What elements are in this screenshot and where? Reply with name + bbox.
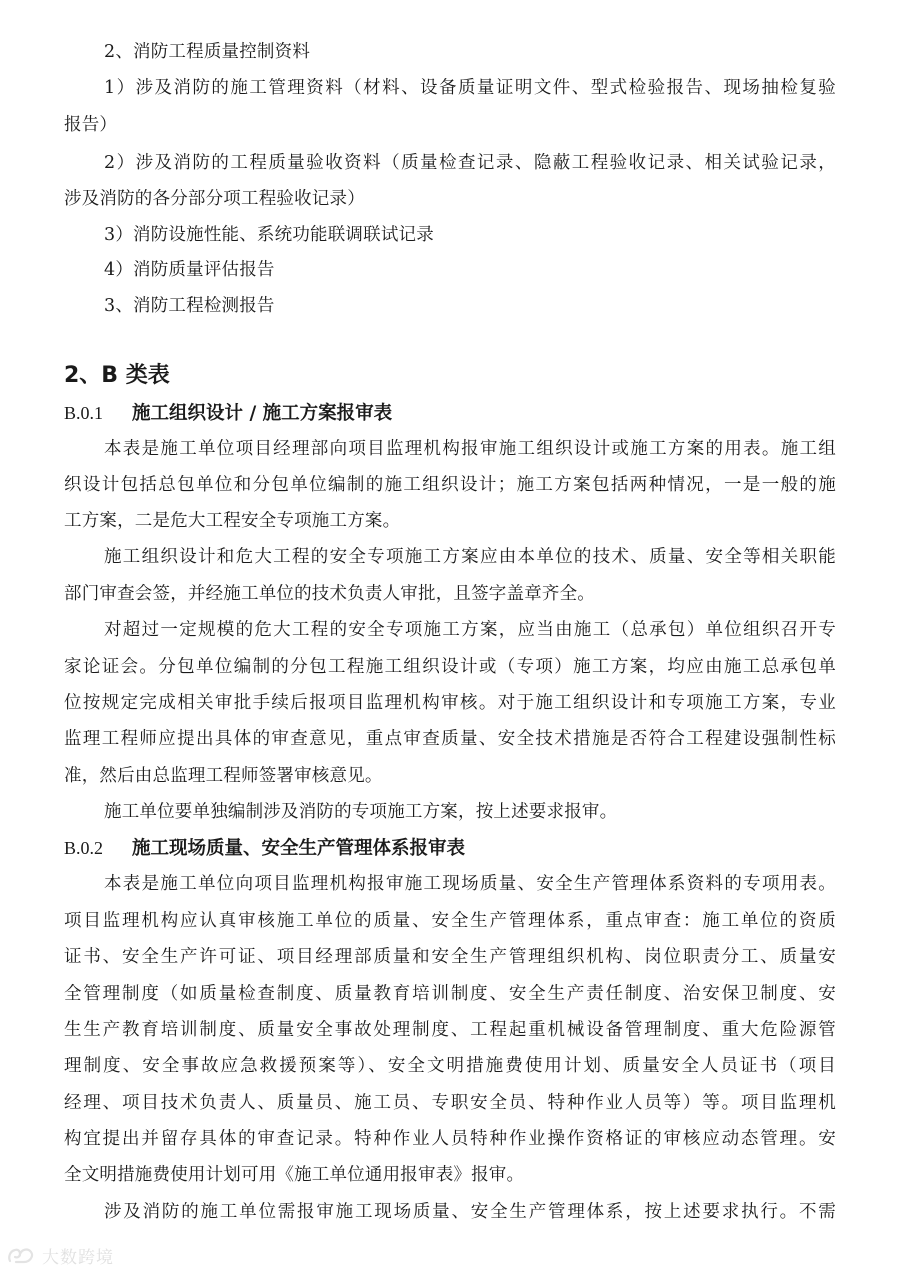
b02-title: 施工现场质量、安全生产管理体系报审表 bbox=[132, 838, 466, 859]
b02-paragraph-1-line-1: 本表是施工单位向项目监理机构报审施工现场质量、安全生产管理体系资料的专项用表。 bbox=[104, 874, 836, 894]
b02-paragraph-1-line-8: 构宜提出并留存具体的审查记录。特种作业人员特种作业操作资格证的审核应动态管理。安 bbox=[64, 1129, 836, 1149]
b01-paragraph-3-line-2: 家论证会。分包单位编制的分包工程施工组织设计或（专项）施工方案，均应由施工总承包单 bbox=[64, 657, 836, 677]
b02-paragraph-1-line-9: 全文明措施费使用计划可用《施工单位通用报审表》报审。 bbox=[64, 1165, 525, 1185]
list-item-2-line-2: 涉及消防的各分部分项工程验收记录） bbox=[64, 189, 365, 209]
b01-paragraph-3-line-1: 对超过一定规模的危大工程的安全专项施工方案，应当由施工（总承包）单位组织召开专 bbox=[104, 620, 836, 640]
watermark bbox=[6, 1243, 114, 1268]
b02-paragraph-1-line-7: 经理、项目技术负责人、质量员、施工员、专职安全员、特种作业人员等）等。项目监理机 bbox=[64, 1093, 836, 1113]
b01-heading bbox=[64, 400, 392, 427]
b01-paragraph-3-line-5: 准，然后由总监理工程师签署审核意见。 bbox=[64, 766, 383, 786]
b02-paragraph-1-line-6: 理制度、安全事故应急救援预案等）、安全文明措施费使用计划、质量安全人员证书（项目 bbox=[64, 1056, 836, 1076]
b01-paragraph-2-line-1: 施工组织设计和危大工程的安全专项施工方案应由本单位的技术、质量、安全等相关职能 bbox=[104, 547, 836, 567]
list-item-2-line-1: 2）涉及消防的工程质量验收资料（质量检查记录、隐蔽工程验收记录、相关试验记录， bbox=[104, 153, 836, 173]
b01-title: 施工组织设计 / 施工方案报审表 bbox=[132, 403, 393, 424]
b01-paragraph-4: 施工单位要单独编制涉及消防的专项施工方案，按上述要求报审。 bbox=[104, 802, 618, 822]
b01-paragraph-1-line-3: 工方案，二是危大工程安全专项施工方案。 bbox=[64, 511, 401, 531]
list-item-1-line-1: 1）涉及消防的施工管理资料（材料、设备质量证明文件、型式检验报告、现场抽检复验 bbox=[104, 78, 836, 98]
b02-heading bbox=[64, 835, 465, 862]
b02-paragraph-1-line-3: 证书、安全生产许可证、项目经理部质量和安全生产管理组织机构、岗位职责分工、质量安 bbox=[64, 947, 836, 967]
watermark-logo-icon bbox=[6, 1245, 36, 1267]
watermark-text: 大数跨境 bbox=[42, 1248, 114, 1268]
list-item-3: 3）消防设施性能、系统功能联调联试记录 bbox=[104, 225, 434, 245]
b02-number: B.0.2 bbox=[64, 838, 104, 858]
b02-paragraph-1-line-2: 项目监理机构应认真审核施工单位的质量、安全生产管理体系，重点审查：施工单位的资质 bbox=[64, 911, 836, 931]
list-item-4: 4）消防质量评估报告 bbox=[104, 260, 275, 280]
b01-paragraph-3-line-4: 监理工程师应提出具体的审查意见，重点审查质量、安全技术措施是否符合工程建设强制性标 bbox=[64, 729, 836, 749]
heading-b-tables: 2、B 类表 bbox=[64, 363, 170, 388]
b02-paragraph-1-line-5: 生生产教育培训制度、质量安全事故处理制度、工程起重机械设备管理制度、重大危险源管 bbox=[64, 1020, 836, 1040]
b02-paragraph-1-line-4: 全管理制度（如质量检查制度、质量教育培训制度、安全生产责任制度、治安保卫制度、安 bbox=[64, 984, 836, 1004]
b01-number: B.0.1 bbox=[64, 403, 104, 423]
b02-paragraph-2-line-1: 涉及消防的施工单位需报审施工现场质量、安全生产管理体系，按上述要求执行。不需 bbox=[104, 1202, 836, 1222]
b01-paragraph-1-line-1: 本表是施工单位项目经理部向项目监理机构报审施工组织设计或施工方案的用表。施工组 bbox=[104, 439, 836, 459]
section-title-quality-control: 2、消防工程质量控制资料 bbox=[104, 42, 311, 62]
section-title-inspection-report: 3、消防工程检测报告 bbox=[104, 296, 275, 316]
b01-paragraph-1-line-2: 织设计包括总包单位和分包单位编制的施工组织设计；施工方案包括两种情况，一是一般的施 bbox=[64, 475, 836, 495]
b01-paragraph-2-line-2: 部门审查会签，并经施工单位的技术负责人审批，且签字盖章齐全。 bbox=[64, 584, 595, 604]
b01-paragraph-3-line-3: 位按规定完成相关审批手续后报项目监理机构审核。对于施工组织设计和专项施工方案，专业 bbox=[64, 693, 836, 713]
list-item-1-line-2: 报告） bbox=[64, 115, 118, 135]
